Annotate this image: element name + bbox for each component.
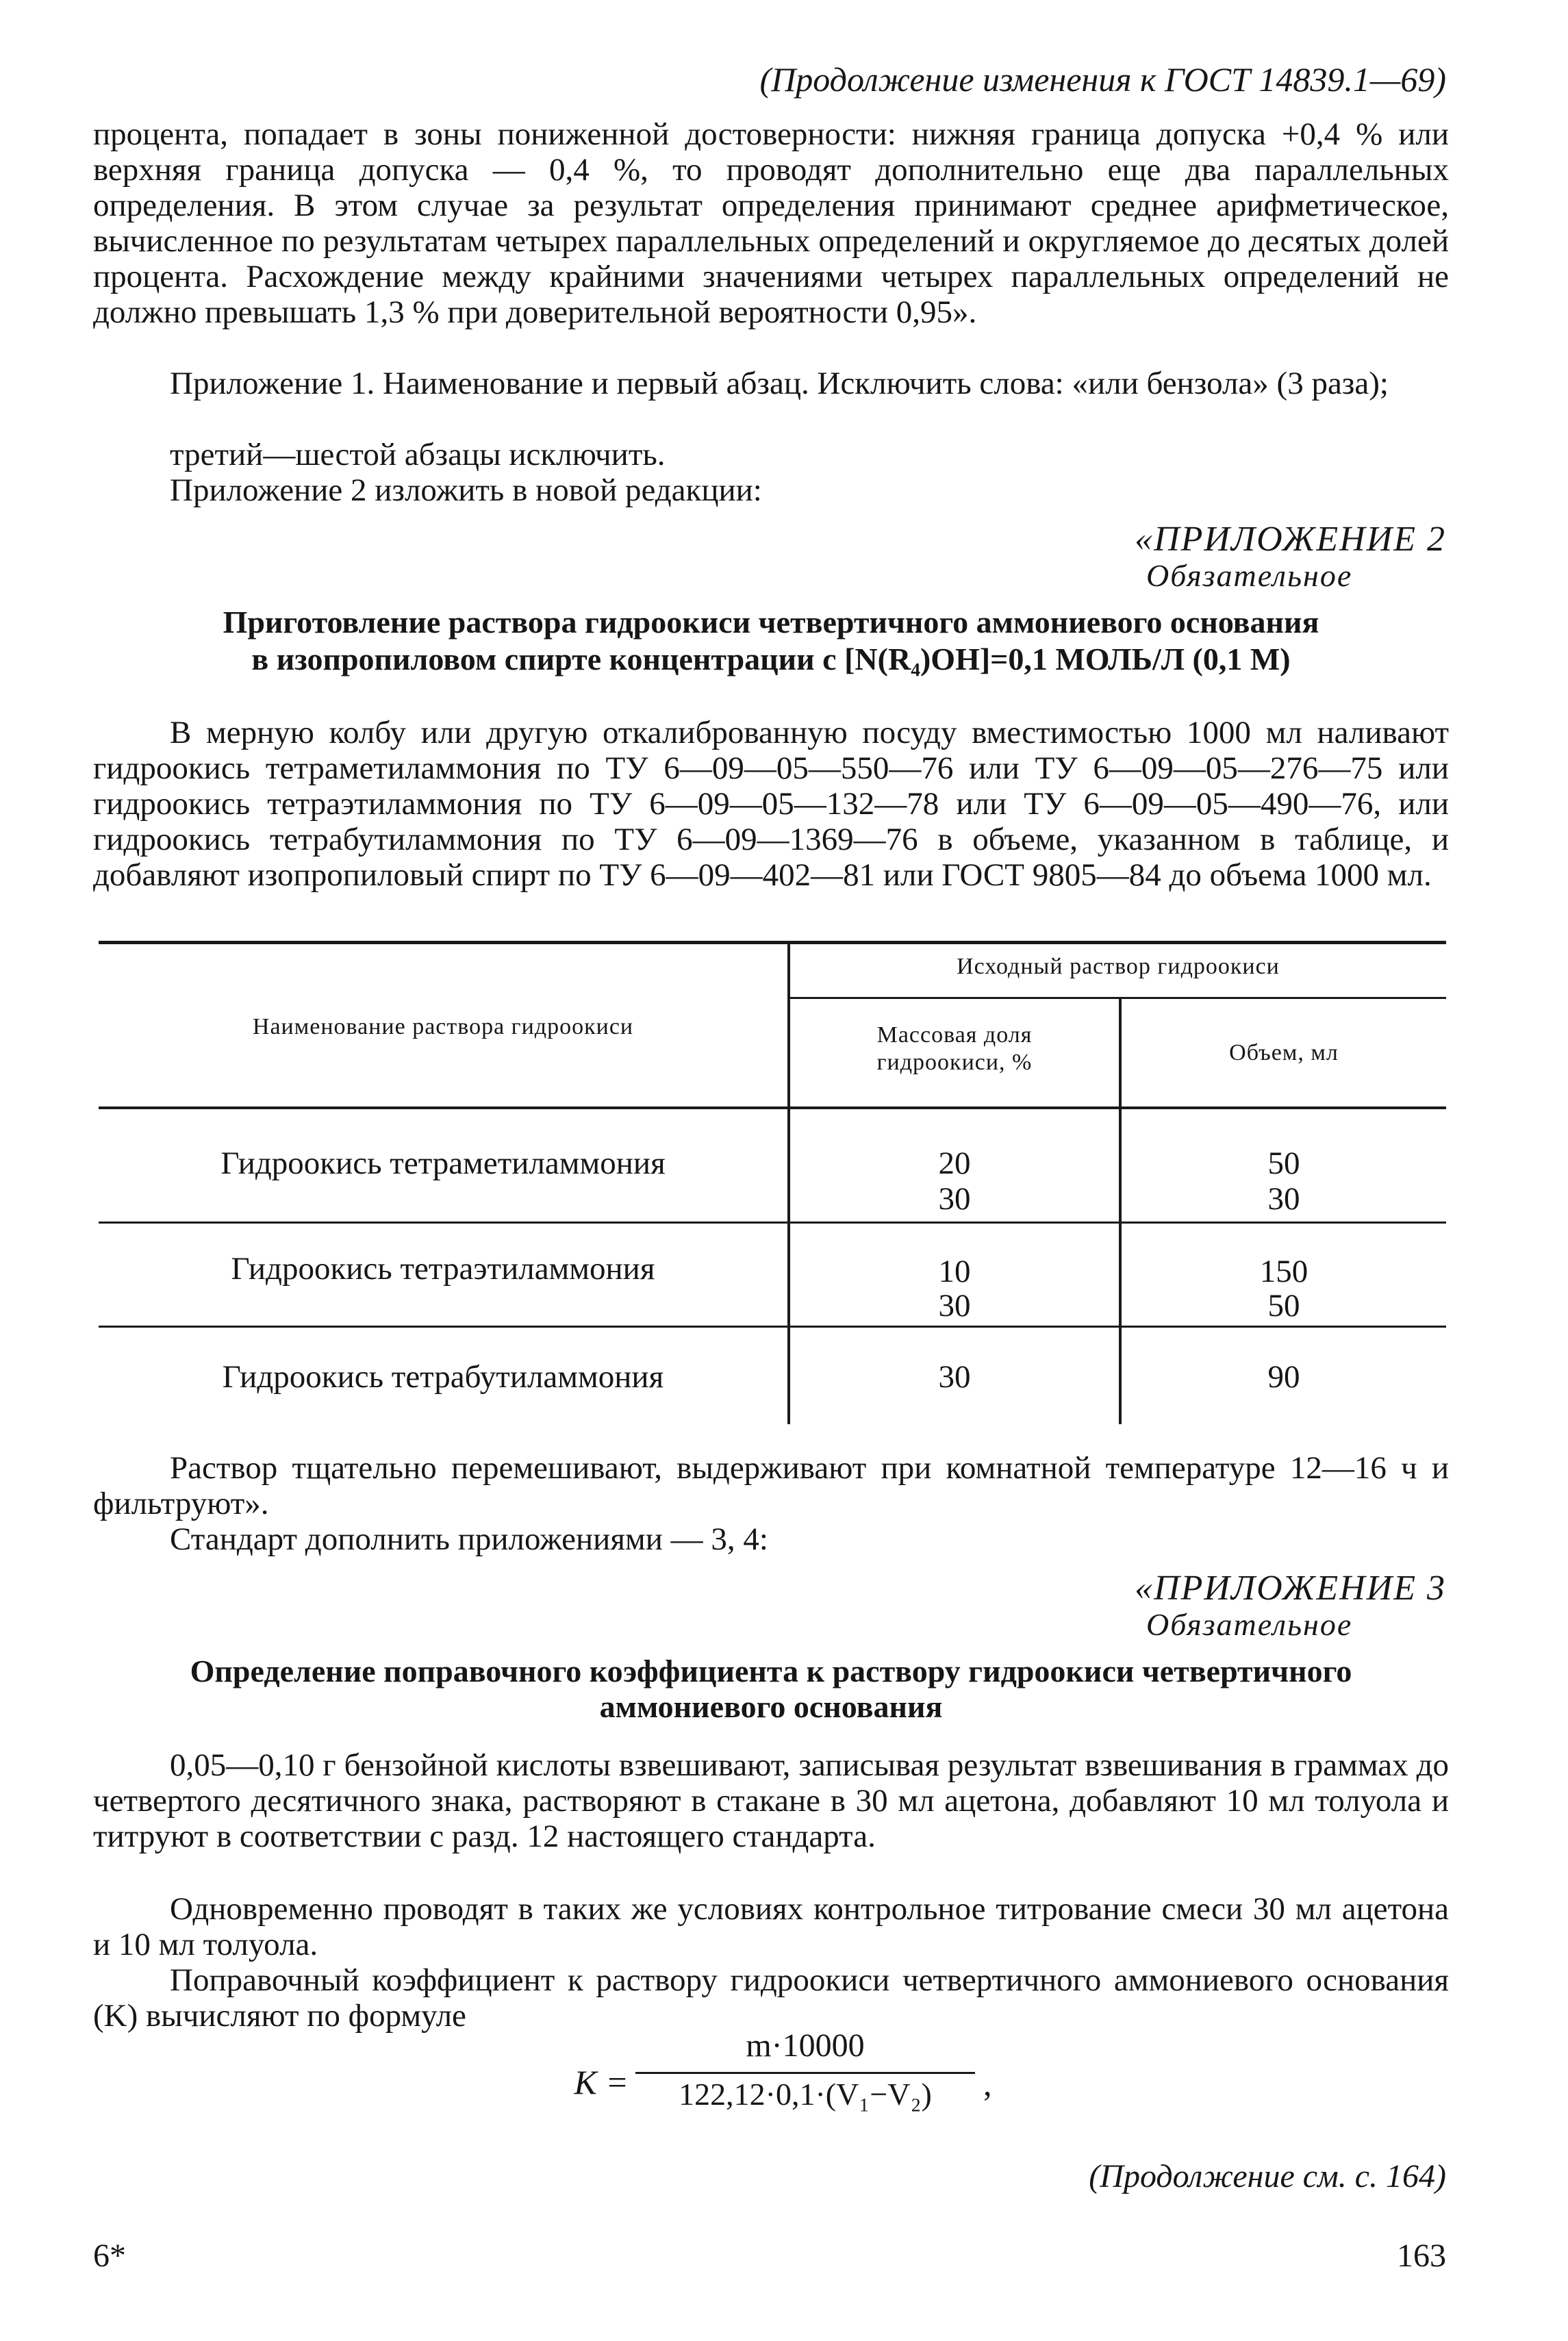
table-row-1-name: Гидроокись тетраметиламмония — [220, 1146, 666, 1181]
appendix3-paragraph-1: 0,05—0,10 г бензойной кислоты взвешивают, записывая результат взвешивания в граммах до четвертого десятичного знака, растворяют в стакане в 30 мл ацетона, добавляют 10 мл толуола и титруют в соответствии с разд. 12 настоящего стандарта. — [93, 1747, 1449, 1854]
appendix3-paragraph-3: Поправочный коэффициент к раствору гидроокиси четвертичного аммониевого основания (K) вычисляют по формуле — [93, 1962, 1449, 2034]
paragraph-add-appendices: Стандарт дополнить приложениями — 3, 4: — [170, 1521, 768, 1557]
column-header-volume: Объем, мл — [1229, 1040, 1339, 1065]
table-row-3-mass-1: 30 — [938, 1359, 971, 1395]
footer-signature-mark: 6* — [93, 2238, 126, 2274]
formula-tail: , — [983, 2064, 992, 2103]
formula-lhs: K = — [574, 2063, 629, 2101]
paragraph-appendix2-intro: Приложение 2 изложить в новой редакции: — [170, 472, 762, 508]
appendix2-title: «ПРИЛОЖЕНИЕ 2 — [1135, 520, 1446, 559]
table-row-1-volume-2: 30 — [1267, 1181, 1300, 1217]
appendix2-body: В мерную колбу или другую откалиброванную посуду вместимостью 1000 мл наливают гидроокись тетраметиламмония по ТУ 6—09—05—550—76 или ТУ 6—09—05—276—75 или гидроокись тетраэтиламмония по ТУ 6—09—05—132—78 или ТУ 6—09—05—490—76, или гидроокись тетрабутиламмония по ТУ 6—09—1369—76 в объеме, указанном в таблице, и добавляют изопропиловый спирт по ТУ 6—09—402—81 или ГОСТ 9805—84 до объема 1000 мл. — [93, 715, 1449, 893]
appendix3-title: «ПРИЛОЖЕНИЕ 3 — [1135, 1569, 1446, 1608]
appendix3-heading-line2: аммониевого основания — [599, 1689, 943, 1724]
appendix2-heading-line1: Приготовление раствора гидроокиси четвертичного аммониевого основания — [223, 605, 1319, 640]
page-number: 163 — [1397, 2238, 1446, 2274]
table-row-1-mass-2: 30 — [938, 1181, 971, 1217]
paragraph-third-sixth: третий—шестой абзацы исключить. — [170, 437, 666, 472]
table-row-2-volume-1: 150 — [1259, 1254, 1308, 1289]
appendix3-status: Обязательное — [1146, 1607, 1353, 1642]
formula-denominator: 122,12·0,1·(V₁−V₂) — [679, 2077, 932, 2112]
table-row-1-mass-1: 20 — [938, 1146, 971, 1181]
continuation-note: (Продолжение см. с. 164) — [1089, 2158, 1446, 2194]
column-header-mass-line2: гидроокиси, % — [876, 1050, 1033, 1075]
column-group-header: Исходный раствор гидроокиси — [957, 954, 1280, 979]
table-row-2-mass-2: 30 — [938, 1288, 971, 1324]
table-row-2-mass-1: 10 — [938, 1254, 971, 1289]
table-row-3-volume-1: 90 — [1267, 1359, 1300, 1395]
table-row-3-name: Гидроокись тетрабутиламмония — [222, 1359, 664, 1395]
appendix2-heading-line2: в изопропиловом спирте концентрации c [N(R₄)OH]=0,1 МОЛЬ/Л (0,1 М) — [251, 642, 1291, 676]
paragraph-continuation: процента, попадает в зоны пониженной достоверности: нижняя граница допуска +0,4 % или верхняя граница допуска — 0,4 %, то проводят дополнительно еще два параллельных определения. В этом случае за результат определения принимают среднее арифметическое, вычисленное по результатам четырех параллельных определений и округляемое до десятых долей процента. Расхождение между крайними значениями четырех параллельных определений не должно превышать 1,3 % при доверительной вероятности 0,95». — [93, 116, 1449, 330]
running-header: (Продолжение изменения к ГОСТ 14839.1—69) — [759, 60, 1446, 99]
table-row-2-name: Гидроокись тетраэтиламмония — [231, 1251, 655, 1287]
paragraph-appendix1-note: Приложение 1. Наименование и первый абзац. Исключить слова: «или бензола» (3 раза); — [170, 366, 1389, 401]
appendix3-heading-line1: Определение поправочного коэффициента к раствору гидроокиси четвертичного — [190, 1654, 1352, 1688]
column-header-mass-line1: Массовая доля — [876, 1022, 1033, 1048]
appendix2-status: Обязательное — [1146, 558, 1353, 593]
formula-numerator: m·10000 — [746, 2027, 865, 2064]
appendix3-paragraph-2: Одновременно проводят в таких же условиях контрольное титрование смеси 30 мл ацетона и 10 мл толуола. — [93, 1891, 1449, 1962]
table-row-2-volume-2: 50 — [1267, 1288, 1300, 1324]
table-row-1-volume-1: 50 — [1267, 1146, 1300, 1181]
column-header-name: Наименование раствора гидроокиси — [252, 1014, 634, 1039]
paragraph-mixing: Раствор тщательно перемешивают, выдерживают при комнатной температуре 12—16 ч и фильтруют». — [93, 1450, 1449, 1521]
fraction-bar — [635, 2072, 975, 2074]
